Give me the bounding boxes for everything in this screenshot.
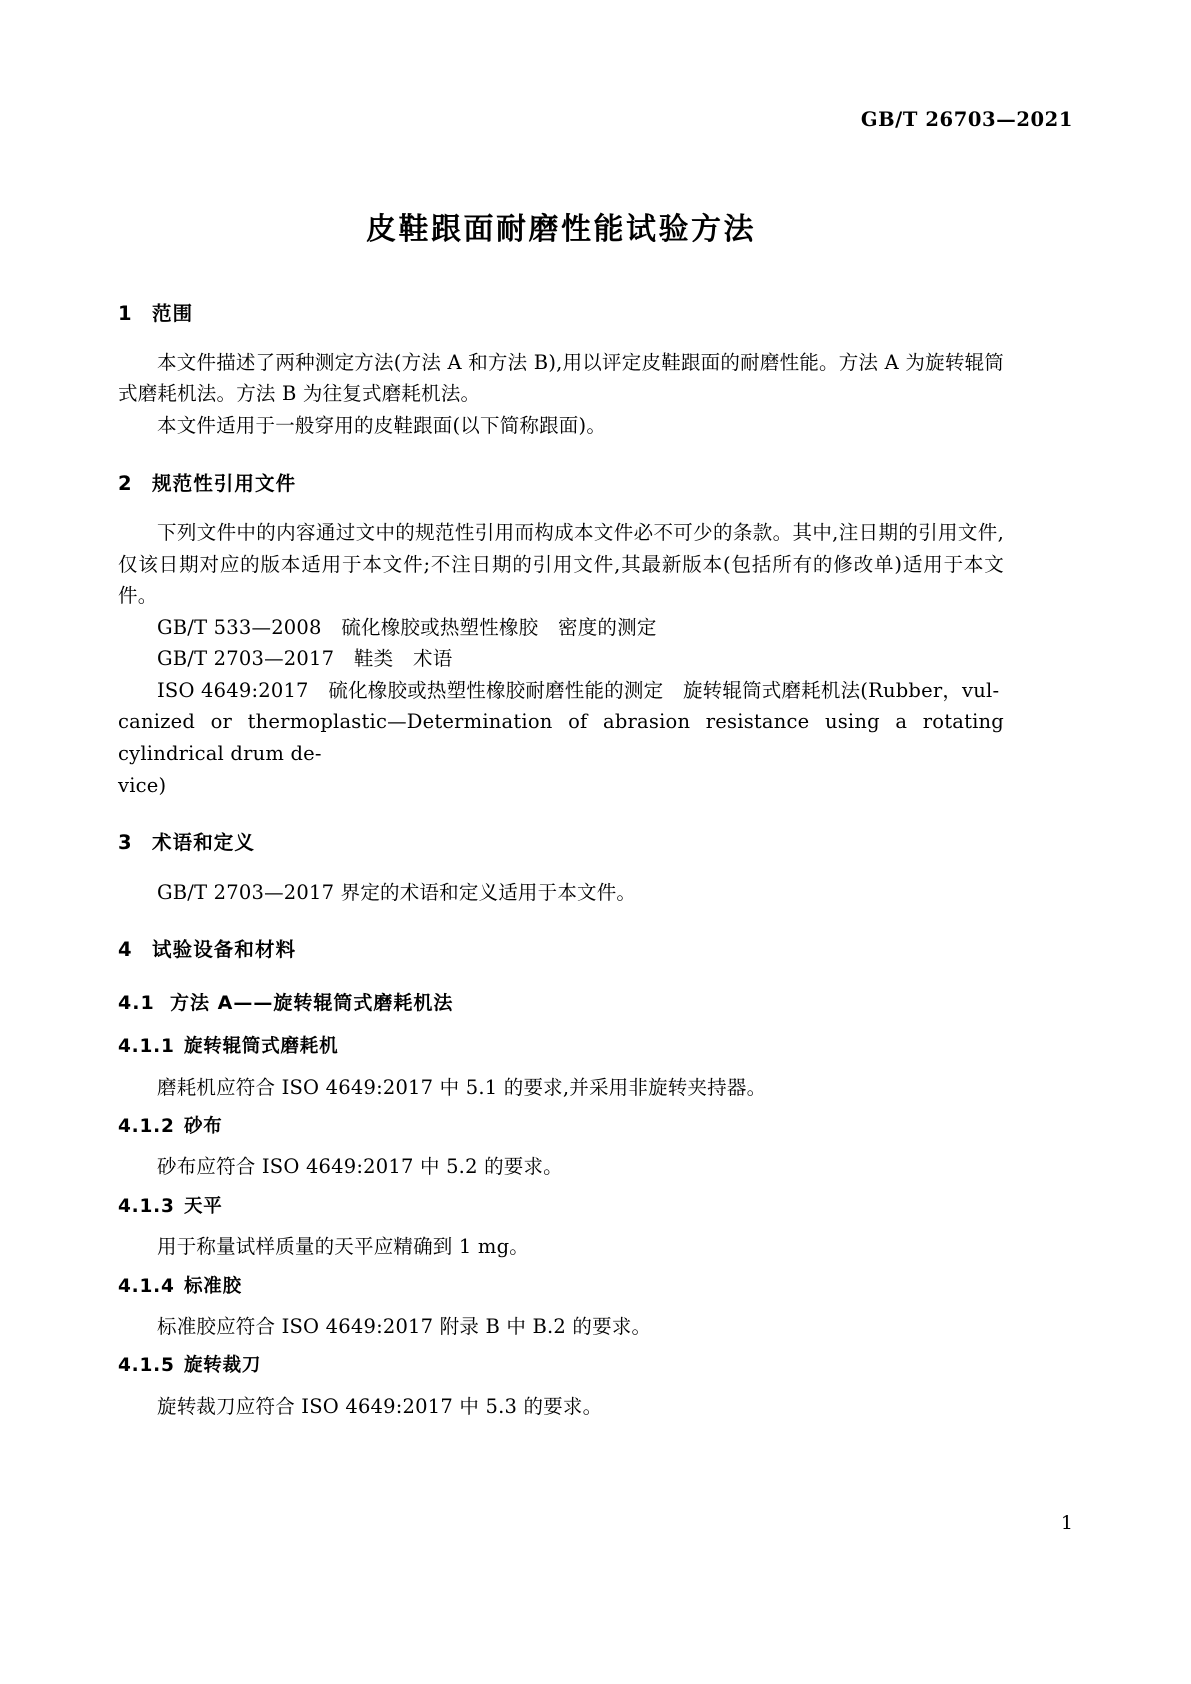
- clause-4-1-3-paragraph: 用于称量试样质量的天平应精确到 1 mg。: [157, 1235, 529, 1259]
- clause-number-1: 1: [118, 301, 133, 325]
- clause-number-4-1-1: 4.1.1: [118, 1036, 175, 1058]
- clause-heading-3: [118, 831, 1004, 854]
- clause-heading-2: [118, 472, 1004, 495]
- clause-title-4-1-2: 砂布: [184, 1116, 223, 1138]
- page-number: 1: [1060, 1512, 1073, 1534]
- normative-reference-3: ISO 4649:2017 硫化橡胶或热塑性橡胶耐磨性能的测定 旋转辊筒式磨耗机法(Rubber，vul-: [157, 678, 1000, 702]
- page-title: 皮鞋跟面耐磨性能试验方法: [366, 212, 756, 247]
- clause-heading-4: [118, 938, 1004, 961]
- clause-4-1-2-paragraph: 砂布应符合 ISO 4649:2017 中 5.2 的要求。: [157, 1155, 563, 1179]
- clause-title-4-1: 方法 A——旋转辊筒式磨耗机法: [170, 991, 454, 1014]
- clause-heading-4-1-4: [118, 1276, 1004, 1298]
- clause-title-4-1-3: 天平: [184, 1195, 223, 1217]
- clause-title-4: 试验设备和材料: [152, 938, 297, 962]
- normative-reference-1: GB/T 533—2008 硫化橡胶或热塑性橡胶 密度的测定: [157, 615, 657, 639]
- clause-heading-1: [118, 302, 1004, 325]
- clause-number-4-1-3: 4.1.3: [118, 1195, 175, 1217]
- clause-1-paragraph-2: 本文件适用于一般穿用的皮鞋跟面(以下简称跟面)。: [157, 414, 607, 438]
- clause-number-4-1-4: 4.1.4: [118, 1275, 175, 1297]
- clause-heading-4-1-1: [118, 1036, 1004, 1058]
- clause-4-1-5-paragraph: 旋转裁刀应符合 ISO 4649:2017 中 5.3 的要求。: [157, 1394, 603, 1418]
- clause-title-1: 范围: [152, 301, 194, 325]
- clause-number-3: 3: [118, 831, 133, 855]
- clause-title-2: 规范性引用文件: [152, 471, 297, 495]
- standard-code: GB/T 26703—2021: [860, 108, 1073, 131]
- clause-title-3: 术语和定义: [152, 831, 256, 855]
- clause-1-paragraph-1: 本文件描述了两种测定方法(方法 A 和方法 B),用以评定皮鞋跟面的耐磨性能。方法 A 为旋转辊筒式磨耗机法。方法 B 为往复式磨耗机法。: [118, 350, 1004, 406]
- normative-reference-3-continued-2: vice): [118, 773, 167, 797]
- clause-number-4-1-5: 4.1.5: [118, 1355, 175, 1377]
- clause-heading-4-1-2: [118, 1116, 1004, 1138]
- clause-number-4-1: 4.1: [118, 991, 155, 1014]
- clause-heading-4-1: [118, 992, 1004, 1015]
- clause-heading-4-1-3: [118, 1196, 1004, 1218]
- clause-heading-4-1-5: [118, 1355, 1004, 1377]
- clause-3-paragraph-1: GB/T 2703—2017 界定的术语和定义适用于本文件。: [157, 880, 637, 904]
- clause-number-2: 2: [118, 471, 133, 495]
- clause-title-4-1-1: 旋转辊筒式磨耗机: [184, 1036, 339, 1058]
- clause-title-4-1-5: 旋转裁刀: [184, 1355, 262, 1377]
- running-header: [118, 108, 1073, 138]
- clause-4-1-1-paragraph: 磨耗机应符合 ISO 4649:2017 中 5.1 的要求,并采用非旋转夹持器。: [157, 1075, 767, 1099]
- document-body: [118, 188, 1004, 1422]
- clause-4-1-4-paragraph: 标准胶应符合 ISO 4649:2017 附录 B 中 B.2 的要求。: [157, 1314, 652, 1338]
- normative-reference-2: GB/T 2703—2017 鞋类 术语: [157, 647, 453, 671]
- clause-number-4-1-2: 4.1.2: [118, 1116, 175, 1138]
- normative-reference-3-continued-1: canized or thermoplastic—Determination of abrasion resistance using a rotating cylindrical drum de-: [118, 710, 1004, 766]
- clause-2-paragraph-1: 下列文件中的内容通过文中的规范性引用而构成本文件必不可少的条款。其中,注日期的引用文件,仅该日期对应的版本适用于本文件;不注日期的引用文件,其最新版本(包括所有的修改单)适用于本文件。: [118, 521, 1004, 608]
- clause-title-4-1-4: 标准胶: [184, 1275, 242, 1297]
- clause-number-4: 4: [118, 938, 133, 962]
